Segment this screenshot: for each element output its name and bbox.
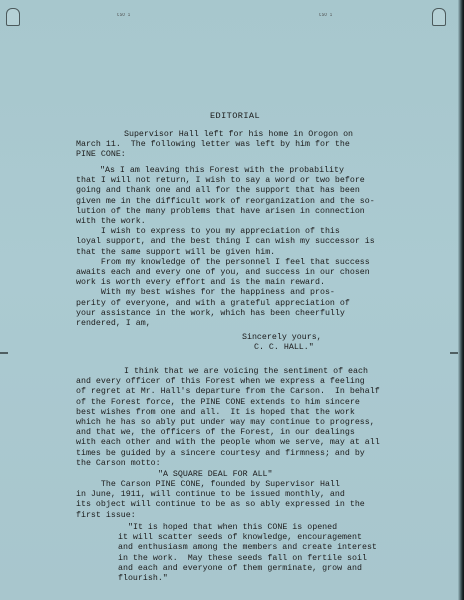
paragraph3-line: first issue: bbox=[76, 510, 136, 520]
margin-stamp-1: CSO 1 bbox=[117, 13, 131, 19]
quote-line: in the work. May these seeds fall on fertile soil bbox=[118, 553, 367, 563]
binder-hole-left bbox=[6, 8, 20, 26]
intro-line: PINE CONE: bbox=[76, 150, 126, 159]
margin-stamp-2: CSO 1 bbox=[319, 13, 333, 19]
quote-line: it will scatter seeds of knowledge, encouragement bbox=[118, 533, 362, 543]
margin-mark-right bbox=[450, 352, 458, 354]
paragraph2-line: and that we, the officers of the Forest, in our dealings bbox=[76, 428, 355, 438]
letter-line: with the work. bbox=[76, 217, 146, 227]
paragraph2-line: with each other and with the people whom we serve, may at all bbox=[76, 438, 380, 448]
margin-mark-left bbox=[0, 352, 8, 354]
paragraph2-line: I think that we are voicing the sentiment of each bbox=[124, 367, 368, 376]
letter-line: With my best wishes for the happiness and pros- bbox=[76, 288, 335, 298]
pine-cone-paragraph bbox=[76, 480, 365, 521]
letter-line: perity of everyone, and with a grateful appreciation of bbox=[76, 298, 350, 308]
letter-line: going and thank one and all for the support that has been bbox=[76, 186, 360, 196]
letter-line: I wish to express to you my appreciation of this bbox=[76, 227, 340, 237]
quote-line: "It is hoped that when this CONE is opened bbox=[128, 523, 338, 532]
paragraph2-line: times be guided by a sincere courtesy and firmness; and by bbox=[76, 448, 365, 458]
letter-line: lution of the many problems that have arisen in connection bbox=[76, 206, 365, 216]
letter-line: that the same support will be given him. bbox=[76, 247, 276, 257]
paragraph2-line: best wishes from one and all. It is hoped that the work bbox=[76, 407, 355, 417]
intro-line: Supervisor Hall left for his home in Orogon on bbox=[124, 130, 354, 139]
letter-line: From my knowledge of the personnel I feel that success bbox=[76, 257, 370, 267]
paragraph2-line: the Carson motto: bbox=[76, 458, 161, 468]
letter-line: awaits each and every one of you, and success in our chosen bbox=[76, 268, 370, 278]
paragraph2-line: of the Forest force, the PINE CONE extends to him sincere bbox=[76, 397, 360, 407]
paragraph2-line: which he has so ably put under way may continue to progress, bbox=[76, 418, 375, 428]
paragraph3-line: in June, 1911, will continue to be issued monthly, and bbox=[76, 490, 345, 500]
letter-signature: C. C. HALL." bbox=[254, 343, 314, 352]
quote-line: and each and everyone of them germinate, grow and bbox=[118, 563, 362, 573]
carson-motto: "A SQUARE DEAL FOR ALL" bbox=[158, 470, 273, 479]
letter-body bbox=[76, 166, 375, 329]
editorial-paragraph bbox=[76, 367, 380, 469]
paragraph3-line: The Carson PINE CONE, founded by Supervisor Hall bbox=[76, 480, 340, 489]
intro-line: March 11. The following letter was left by him for the bbox=[76, 140, 350, 149]
letter-closing: Sincerely yours, bbox=[242, 333, 322, 342]
first-issue-quote bbox=[118, 523, 377, 584]
paragraph2-line: and every officer of this Forest when we express a feeling bbox=[76, 377, 365, 387]
binder-hole-right bbox=[432, 8, 446, 26]
editorial-title: EDITORIAL bbox=[210, 111, 261, 121]
page-edge-shadow bbox=[458, 0, 464, 600]
quote-line: flourish." bbox=[118, 574, 168, 584]
letter-line: that I will not return, I wish to say a word or two before bbox=[76, 176, 365, 186]
letter-line: your assistance in the work, which has been cheerfully bbox=[76, 308, 345, 318]
paragraph3-line: its object will continue to be as so ably expressed in the bbox=[76, 500, 365, 510]
paragraph2-line: of regret at Mr. Hall's departure from the Carson. In behalf bbox=[76, 387, 380, 397]
letter-line: rendered, I am, bbox=[76, 319, 151, 329]
quote-line: and enthusiasm among the members and create interest bbox=[118, 543, 377, 553]
letter-line: "As I am leaving this Forest with the probability bbox=[100, 166, 344, 175]
letter-line: given me in the difficult work of reorganization and the so- bbox=[76, 196, 375, 206]
letter-line: loyal support, and the best thing I can wish my successor is bbox=[76, 237, 375, 247]
letter-line: work is worth every effort and is the main reward. bbox=[76, 278, 325, 288]
